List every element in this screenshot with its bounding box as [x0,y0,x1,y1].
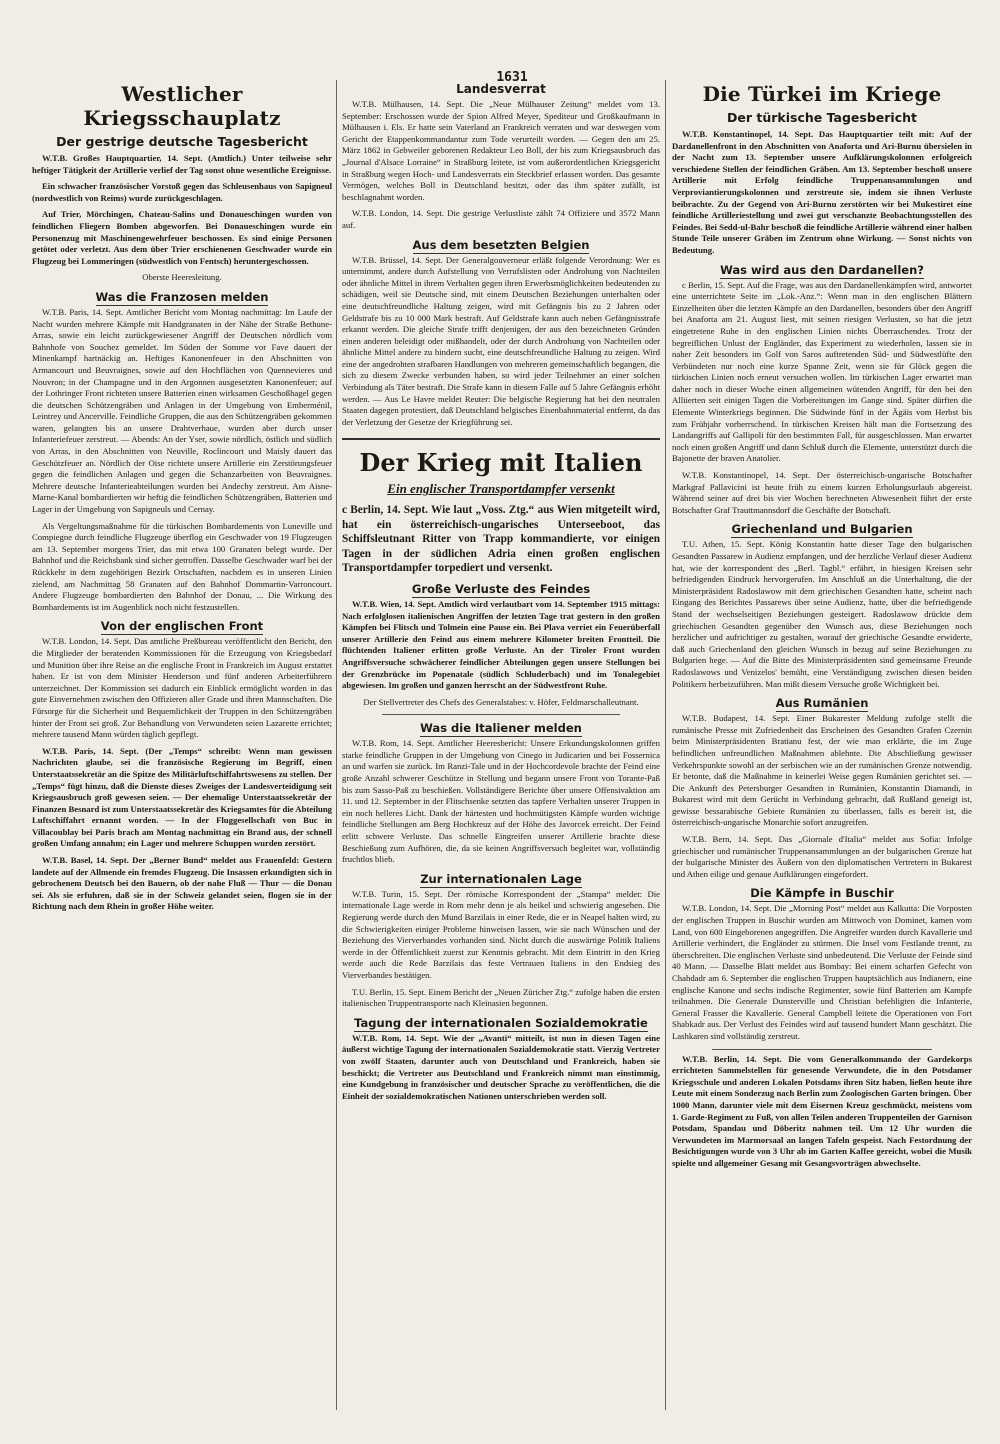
divider [382,714,620,715]
article-paragraph: W.T.B. London, 14. Sept. Die „Morning Post“ meldet aus Kalkutta: Die Vorposten der englischen Truppen in Buschir wurden am Mittwoch von Dominet, kamen vom Land, von 600 Eingeborenen angegriffen. Die Angreifer wurden durch Kavallerie und Artillerie verhindert, die Engländer zu stürmen. Die Insel vom Festlande trennt, zu überschreiten. Die englischen Verluste sind unbedeutend. Die Verluste der Feinde sind 40 Mann. — Dasselbe Blatt meldet aus Bombay: Bei einem scharfen Gefecht von Chahdadr am 6. September die englischen Truppen hauptsächlich aus Indianern, eine englische Kanone und sechs indische Regimenter, sowie fünf Batterien am Kampfe teilnahmen. Die Generale Dunsterville und Christian befehligten die Infanterie, General Frasser die Kavallerie. General Campbell leitete die Operationen von Fort Shabkadr aus. Der Verlust des Feindes wird auf tausend hundert Mann geschätzt. Die Lashkaren sind vollständig zerstreut. [672,903,972,1041]
article-paragraph: W.T.B. Paris, 14. Sept. Amtlicher Bericht vom Montag nachmittag: Im Laufe der Nacht wurden mehrere Kämpfe mit Handgranaten in der Nähe der Straße Bethune-Arras, sowie ein leicht zurückgewiesener Angriff der Deutschen nördlich vom Bahnhofe von Souchez gemeldet. Im Süden der Somme vor Fave dauert der Minenkampf hartnäckig an. Heftiges Kanonenfeuer in den Abschnitten von Armancourt und Beuvraignes, sowie auf den Hochflächen von Quennevieres und Nouvron; in der Champagne und in den Argonnen ausgesetzten Kanonenfeuer; auf der Lothringer Front richteten unsere Batterien einen wirksamen Geschoßhagel gegen die deutschen Schützengräben und Anlagen in der Umgebung von Emberménil, Leintrey und Ancerville. Feindliche Gruppen, die aus den Schützengräben gekommen waren, gelangten bis an unsere Drahtverhaue, wurden aber durch unser Infanteriefeuer zerstreut. — Abends: An der Yser, sowie nördlich, östlich und südlich von Arras, in den Abschnitten von Neuville, Roclincourt und Maisly dauert das Geschützfeuer an. Nördlich der Oise richtete unsere Artillerie ein Zerstörungsfeuer gegen die feindlichen Anlagen und gegen die Schanzarbeiten von Beuvraignes. Mehrere deutsche Infanterieabteilungen wurden bei Andechy zerstreut. Am Aisne-Marne-Kanal bombardierten wir heftig die feindlichen Schützengräben, Batterien und Lager in der Umgebung von Sapigneuls und Cernay. [32,306,332,515]
article-heading: Von der englischen Front [100,619,264,634]
signature: Oberste Heeresleitung. [142,272,222,283]
article-heading: Große Verluste des Feindes [411,581,591,596]
article-paragraph: W.T.B. Großes Hauptquartier, 14. Sept. (Amtlich.) Unter teilweise sehr heftiger Tätigkeit der Artillerie verlief der Tag sonst ohne wesentliche Ereignisse. [32,153,332,175]
article-heading: Tagung der internationalen Sozialdemokratie [354,1015,648,1030]
article-paragraph: Ein schwacher französischer Vorstoß gegen das Schleusenhaus von Sapigneul (nordwestlich von Reims) wurde zurückgeschlagen. [32,181,332,203]
article-heading: Die Kämpfe in Buschir [750,886,894,901]
article-paragraph: T.U. Berlin, 15. Sept. Einem Bericht der „Neuen Züricher Ztg.“ zufolge haben die ersten italienischen Truppentransporte nach Kleinasien begonnen. [342,986,660,1009]
column-western-front [32,80,332,1410]
article-paragraph: W.T.B. Turin, 15. Sept. Der römische Korrespondent der „Stampa“ meldet: Die internationale Lage werde in Rom mehr denn je als heikel und schwierig angesehen. Die Regierung werde durch den Mund Barzilais in einer Rede, die er in Neapel halten wird, zu die Schwierigkeiten einiger Probleme hinweisen lassen, wie sie nach Wünschen und der Beziehung des Vierverbandes vorhanden sind. Nicht durch die auswärtige Politik Italiens werde in der Öffentlichkeit zuerst zur Kenntnis gebracht. Mit dem Eintritt in den Krieg werde auch die Rede Barzilais das feste Vertrauen Italiens in den Endsieg des Vierverbandes bestätigen. [342,888,660,980]
column-turkey [672,80,972,1410]
section-subtitle: Der türkische Tagesbericht [727,110,917,125]
article-heading: Was die Franzosen melden [95,289,269,304]
column-rule [665,80,666,1410]
signature: Der Stellvertreter des Chefs des Generalstabes: v. Höfer, Feldmarschalleutnant. [363,696,639,707]
lead-paragraph: c Berlin, 14. Sept. Wie laut „Voss. Ztg.“ aus Wien mitgeteilt wird, hat ein österreichisch-ungarisches Unterseeboot, das Schiffsleutnant Ritter von Trapp kommandierte, vor einigen Tagen in der südlichen Adria einen großen englischen Transportdampfer torpediert und versenkt. [342,504,660,575]
article-paragraph: W.T.B. Paris, 14. Sept. (Der „Temps“ schreibt: Wenn man gewissen Nachrichten glaube, sei die französische Regierung im Begriff, einen Unterstaatssekretär an die Spitze des Militärluftschiffahrtswesens zu stellen. Der „Temps“ fügt hinzu, daß die Dienste dieses Zweiges der Landesverteidigung seit Kriegsausbruch groß gewesen seien. — Der ehemalige Unterstaatssekretär der Finanzen Besnard ist zum Unterstaatssekretär des Kriegsamtes für die Abteilung Luftschiffahrt ernannt worden. — In der Fluggesellschaft von Buc in Villacoublay bei Paris brach am Montag nachmittag ein Brand aus, der schnell großen Umfang annahm; ein Lager und mehrere Schuppen wurden zerstört. [32,745,332,849]
article-heading: Aus dem besetzten Belgien [412,237,590,252]
page-number: 1631 [496,70,528,85]
article-paragraph: W.T.B. Bern, 14. Sept. Das „Giornale d'Italia“ meldet aus Sofia: Infolge griechischer und rumänischer Truppenansammlungen an der bulgarischen Grenze hat der bulgarische Minister des Äußern von den diplomatischen Vertretern in Bukarest und Athen eilige und genaue Aufklärungen eingefordert. [672,834,972,879]
article-paragraph: W.T.B. Konstantinopel, 14. Sept. Das Hauptquartier teilt mit: Auf der Dardanellenfront in den Abschnitten von Anaforta und Ari-Burnu übersielen in der Nacht zum 13. September unsere Aufklärungskolonnen erfolgreich verschiedene Stellen der feindlichen Gräben. Am 13. September beschoß unsere Artillerie mit Erfolg feindliche Truppenansammlungen und Verproviantierungskolonnen und zerstreute sie, indem sie ihnen Verluste beibrachte. Zu der Gegend von Ari-Burnu zerstörten wir bei Mukestiret eine feindliche Artilleriestellung und zwei gut verschanzte Beobachtungsstellen des Feindes. Bei Sedd-ul-Bahr beschoß die feindliche Artillerie während einer halben Stunde Teile unserer Gräben im Zentrum ohne Wirkung. — Sonst nichts von Bedeutung. [672,129,972,255]
section-title: Der Krieg mit Italien [342,438,660,477]
article-paragraph: W.T.B. Konstantinopel, 14. Sept. Der österreichisch-ungarische Botschafter Markgraf Pallavicini ist heute früh zu einem kurzen Erholungsurlaub abgereist. Während seiner auf drei bis vier Wochen berechneten Abwesenheit führt der erste Botschafter Graf Trauttmannsdorf die Geschäfte der Botschaft. [672,470,972,515]
article-paragraph: W.T.B. Mülhausen, 14. Sept. Die „Neue Mülhauser Zeitung“ meldet vom 13. September: Erschossen wurde der Spion Alfred Meyer, Spediteur und Großkaufmann in Mülhausen i. Els. Er hatte sein Vaterland an Frankreich verraten und war deswegen vom Gericht der Etappenkommandantur zum Tode verurteilt worden. — Gegen den am 25. März 1862 in Gebweiler geborenen Redakteur Leo Boll, der bis zum Kriegsausbruch das „Journal d'Alsace Lorraine“ in Straßburg leitete, ist vom außerordentlichen Kriegsgericht in Straßburg wegen Hoch- und Landesverrats ein Steckbrief erlassen worden. Das gesamte Vermögen, welches Boll in Deutschland besitzt, oder das ihm später zufällt, ist beschlagnahmt worden. [342,99,660,202]
article-paragraph: W.T.B. Rom, 14. Sept. Wie der „Avanti“ mitteilt, ist nun in diesen Tagen eine äußerst wichtige Tagung der internationalen Sozialdemokratie statt. Vierzig Vertreter von zwölf Staaten, darunter auch von Deutschland und Frankreich, haben sie beschickt; die Vertreter aus Deutschland und Frankreich nimmt man einstimmig, eine Kundgebung in französischer und deutscher Sprache zu veröffentlichen, die die Einheit der sozialdemokratischen Nationen unterschrieben werden soll. [342,1032,660,1101]
article-heading: Landesverrat [456,82,546,96]
article-paragraph: c Berlin, 15. Sept. Auf die Frage, was aus den Dardanellenkämpfen wird, antwortet eine unterrichtete Seite im „Lok.-Anz.“: Wenn man in den englischen Blättern Einzelheiten über die letzten Kämpfe an den Dardanellen, besonders über den Angriff bei Anaforta am 21. August liest, mit seinen riesigen Verlusten, so hat die jetzt eingetretene Ruhe in den englischen Linien nichts Überraschendes. Trotz der begreiflichen Unlust der Engländer, das Experiment zu wiederholen, lassen sie in naher Zeit besonders im Golf von Saros auftretenden Süd- und Südwestlüfte den Verbündeten nur noch eine kurze Spanne Zeit, wenn sie für Glück gegen die türkischen Linien noch erneut versuchen wollen. Im türkischen Lager erwartet man daher noch in dieser Woche einen allgemeinen wütenden Angriff, für den bei den Alliierten seit einigen Tagen die Vorbereitungen im Gange sind. Später dürften die Elemente Winterkriegs beginnen. Die Südwinde fünf in der Ägäis vom Herbst bis zum Frühjahr vorherrschend. In türkischen Kreisen hält man die Fortsetzung des Landangriffs auf Gallipoli für den bestimmten Fall, für ausgeschlossen. Man erwartet noch einen großen Angriff und dann Schluß durch die Elemente, unterstützt durch die Bajonette der braven Anatolier. [672,279,972,464]
article-paragraph: W.T.B. Budapest, 14. Sept. Einer Bukarester Meldung zufolge stellt die rumänische Presse mit Zufriedenheit das Erscheinen des Gesandten Grafen Czernin beim Ministerpräsidenten Bratianu fest, der wie man erklärte, die im Zuge befindlichen unfreundlichen Maßnahmen ablehnte. Die Abschließung gewisser Verkehrspunkte sowohl an der serbischen wie an der rumänischen Grenze notwendig. Er betonte, daß die Maßnahme in keinerlei Weise gegen Rumänien gerichtet sei. — Die Ankunft des Petersburger Gesandten in Rumänien, Konstantin Diamandi, in Bukarest wird mit dem Gerücht in Verbindung gebracht, daß Rußland geneigt ist, gewisse bessarabische Gebiete Rumänien zu überlassen, falls es bereit ist, die österreichisch-ungarische Monarchie sofort anzugreifen. [672,713,972,828]
newspaper-page [32,62,976,1422]
article-paragraph: W.T.B. London, 14. Sept. Das amtliche Preßbureau veröffentlicht den Bericht, den die Mitglieder der beratenden Kommissionen für die Erzeugung von Kriegsbedarf und Munition über ihre Reise an die englische Front in Frankreich im August erstattet haben. Er ist von dem Minister Henderson und fünf anderen Arbeiterführern unterzeichnet. Der Kommission sei dadurch ein Einblick ermöglicht worden in das gute Einvernehmen zwischen den Offizieren aller Grade und ihren Mannschaften. Die Fürsorge für die Sicherheit und Bequemlichkeit der Truppen in den Schützengräben hinter der Front sei groß. Zur Behandlung von Verwundeten seien Lazarette errichtet; mehrere tausend Mann würden täglich gepflegt. [32,636,332,740]
column-middle [342,80,660,1410]
section-title: Die Türkei im Kriege [702,82,942,106]
article-paragraph: Auf Trier, Mörchingen, Chateau-Salins und Donaueschingen wurden von feindlichen Fliegern Bomben abgeworfen. Bei Donaueschingen wurde ein Personenzug mit Maschinengewehrfeuer beschossen. Es sind einige Personen getötet oder verletzt. Aus dem über Trier erschienenen Geschwader wurde ein Flugzeug bei Lommeringen (südwestlich von Fentsch) heruntergeschossen. [32,209,332,266]
article-paragraph: W.T.B. Rom, 14. Sept. Amtlicher Heeresbericht: Unsere Erkundungskolonnen griffen starke feindliche Gruppen in der Umgebung von Cinego in Judicarien und bei Fossernica an und warfen sie zurück. Im Ranzi-Tale und in der Hochcordevole brachte der Feind eine große Anzahl schwerer Geschütze in Stellung und begann unsere Front von Torante-Paß bis zum Sasso-Paß zu beschießen. Vollständigere Berichte über unsere Offensivaktion am 11. und 12. September in der Flitschsenke setzten das tapfere Verhalten unserer Truppen in ein noch helleres Licht. Dank der härtesten und hochmütigsten Kämpfe wurden wichtige feindliche Stellungen am Berg Hochkreuz auf der Höhe des Javorcek erreicht. Der Feind erlitt schwere Verluste. Das schnelle Eingreifen unserer Artillerie brachte diese Beschießung zum Aufhören, die, da sie keinen Angriffsversuch begleitet war, vollständig fruchtlos blieb. [342,738,660,865]
section-subtitle: Ein englischer Transportdampfer versenkt [387,481,615,497]
article-paragraph: Als Vergeltungsmaßnahme für die türkischen Bombardements von Luneville und Compiegne durch feindliche Flugzeuge überflog ein Geschwader von 19 Flugzeugen am 13. September morgens Trier, das mit etwa 100 Granaten belegt wurde. Der Bahnhof und die Reichsbank sind sicher getroffen. Dasselbe Geschwader warf bei der Rückkehr in dem zugehörigen Bezirk Ortschaften, nachdem es in unseren Linien zielend, am Nachmittag 58 Granaten auf den Bahnhof Dommartin-Varroncourt. Andere Flugzeuge bombardierten den Bahnhof der Donau, ... Die Wirkung des Bombardements ist im Augenblick noch nicht festzustellen. [32,520,332,612]
column-rule [336,80,337,1410]
section-subtitle: Der gestrige deutsche Tagesbericht [56,134,308,149]
article-paragraph: W.T.B. Wien, 14. Sept. Amtlich wird verlautbart vom 14. September 1915 mittags: Nach erfolglosen italienischen Angriffen der letzten Tage trat gestern in den großen Kämpfen bei Flitsch und Tolmein eine Pause ein. Bei Plava verriet ein Feuerüberfall unserer Artillerie den Feind aus einem mehrere Kilometer breiten Frontteil. Die flüchtenden Italiener erlitten große Verluste. An der Tiroler Front wurden Angriffsversuche schwächerer feindlicher Abteilungen gegen unsere Stellungen bei der Grenzbrücke im Popenatale (südlich Schluderbach) und im Tonalegebiet abgewiesen. Im großen und ganzen herrscht an der Südwestfront Ruhe. [342,598,660,691]
article-heading: Aus Rumänien [775,696,869,711]
section-title: Westlicher Kriegsschauplatz [83,82,281,130]
article-paragraph: W.T.B. Basel, 14. Sept. Der „Berner Bund“ meldet aus Frauenfeld: Gestern landete auf der Allmende ein fremdes Flugzeug. Die Insassen erkundigten sich in gebrochenem Deutsch bei den Bauern, ob der nahe Fluß — Thur — die Donau sei. Als sie erfuhren, daß sie in der Schweiz gelandet seien, flogen sie in der Richtung nach dem Rhein in großer Höhe weiter. [32,855,332,912]
article-heading: Was wird aus den Dardanellen? [720,262,924,277]
article-paragraph: W.T.B. Brüssel, 14. Sept. Der Generalgouverneur erläßt folgende Verordnung: Wer es unternimmt, andere durch Aufstellung von Verrufslisten oder Androhung von Nachteilen oder ähnliche Mittel in ihrem Verhalten gegen ihren Erwerbsmöglichkeiten bedeutenden zu schädigen, weil sie Deutsche sind, mit einem Deutschen Beziehungen unterhalten oder eine deutschfreundliche Haltung zeigen, wird mit Gefängnis bis zu 2 Jahren oder Geldstrafe bis zu 10 000 Mark bestraft. Auf Geldstrafe kann auch neben Gefängnisstrafe erkannt werden. Die gleiche Strafe trifft denjenigen, der aus den bezeichneten Gründen einen anderen beleidigt oder mißhandelt, oder der durch Androhung von Nachteilen oder ähnliche Mittel andere zu hindern sucht, eine deutschfreundliche Haltung zu zeigen. Wird eine der angedrohten strafbaren Handlungen von mehreren gemeinschaftlich begangen, die sich zu diesem Zwecke verbunden haben, so wird jeder Teilnehmer an einer solchen Verbindung als Täter bestraft. Die Strafe kann in diesem Falle auf 5 Jahre Gefängnis erhöht werden. — Aus Le Havre meldet Reuter: Die belgische Regierung hat bei den neutralen Staaten dagegen protestiert, daß Deutschland belgisches Eisenbahnmaterial entfernt, da das der Verletzung der Gesetze der Kriegführung sei. [342,254,660,427]
article-heading: Zur internationalen Lage [420,871,582,886]
article-paragraph: W.T.B. London, 14. Sept. Die gestrige Verlustliste zählt 74 Offiziere und 3572 Mann auf. [342,208,660,230]
article-heading: Griechenland und Bulgarien [731,522,913,537]
article-paragraph: T.U. Athen, 15. Sept. König Konstantin hatte dieser Tage den bulgarischen Gesandten Passarew in Audienz empfangen, und der herzliche Verlauf dieser Audienz hat, wie der korrespondent des „Berl. Tagbl.“ erfährt, in hiesigen Kreisen sehr befriedigenden Eindruck hervorgerufen. Im Anschluß an die Unterhaltung, die der Ministerpräsident Radoslawow mit dem griechischen Gesandten hatte, scheint nach Eingang des Berichtes Passarews über seine Audienz, hatte, über die befriedigende Stand der wechselseitigen Beziehungen gesteigert. Radoslawow drückte dem griechischen Gesandten gegenüber den Wunsch aus, diese Beziehungen noch herzlicher und aufrichtiger zu gestalten, worauf der griechische Gesandte erwiderte, daß auch Griechenland den gleichen Wunsch in bezug auf seine Beziehungen zu Bulgarien hege. — Auf die Bitte des Ministerpräsidenten sind gemeinsame Freunde Radoslawows und Venizelos' bemüht, eine Verständigung zwischen diesen beiden Politikern herbeizuführen. Man mißt diesem Versuche große Wichtigkeit bei. [672,539,972,689]
article-paragraph: W.T.B. Berlin, 14. Sept. Die vom Generalkommando der Gardekorps errichteten Sammelstellen für genesende Verwundete, die in den Potsdamer Kriegsschule und anderen Lokalen Potsdams ihren Sitz haben, ließen heute ihre Leute mit einem Sonderzug nach Berlin zum Zoologischen Garten bringen. Über 1000 Mann, darunter viele mit dem Eisernen Kreuz geschmückt, meistens vom 1. Garde-Regiment zu Fuß, von allen Teilen anderen Truppenteilen der Garnison Potsdam, Spandau und Döberitz nahmen teil. Um 12 Uhr wurden die Verwundeten im Marmorsaal an langen Tafeln gespeist. Nach Festordnung der Besichtigungen wurde von 3 Uhr ab im Garten Kaffee gereicht, wobei die Musik spielte und allgemeiner Gesang mit Gesangsvorträgen abwechselte. [672,1053,972,1168]
article-heading: Was die Italiener melden [420,721,582,736]
divider [712,1049,932,1050]
